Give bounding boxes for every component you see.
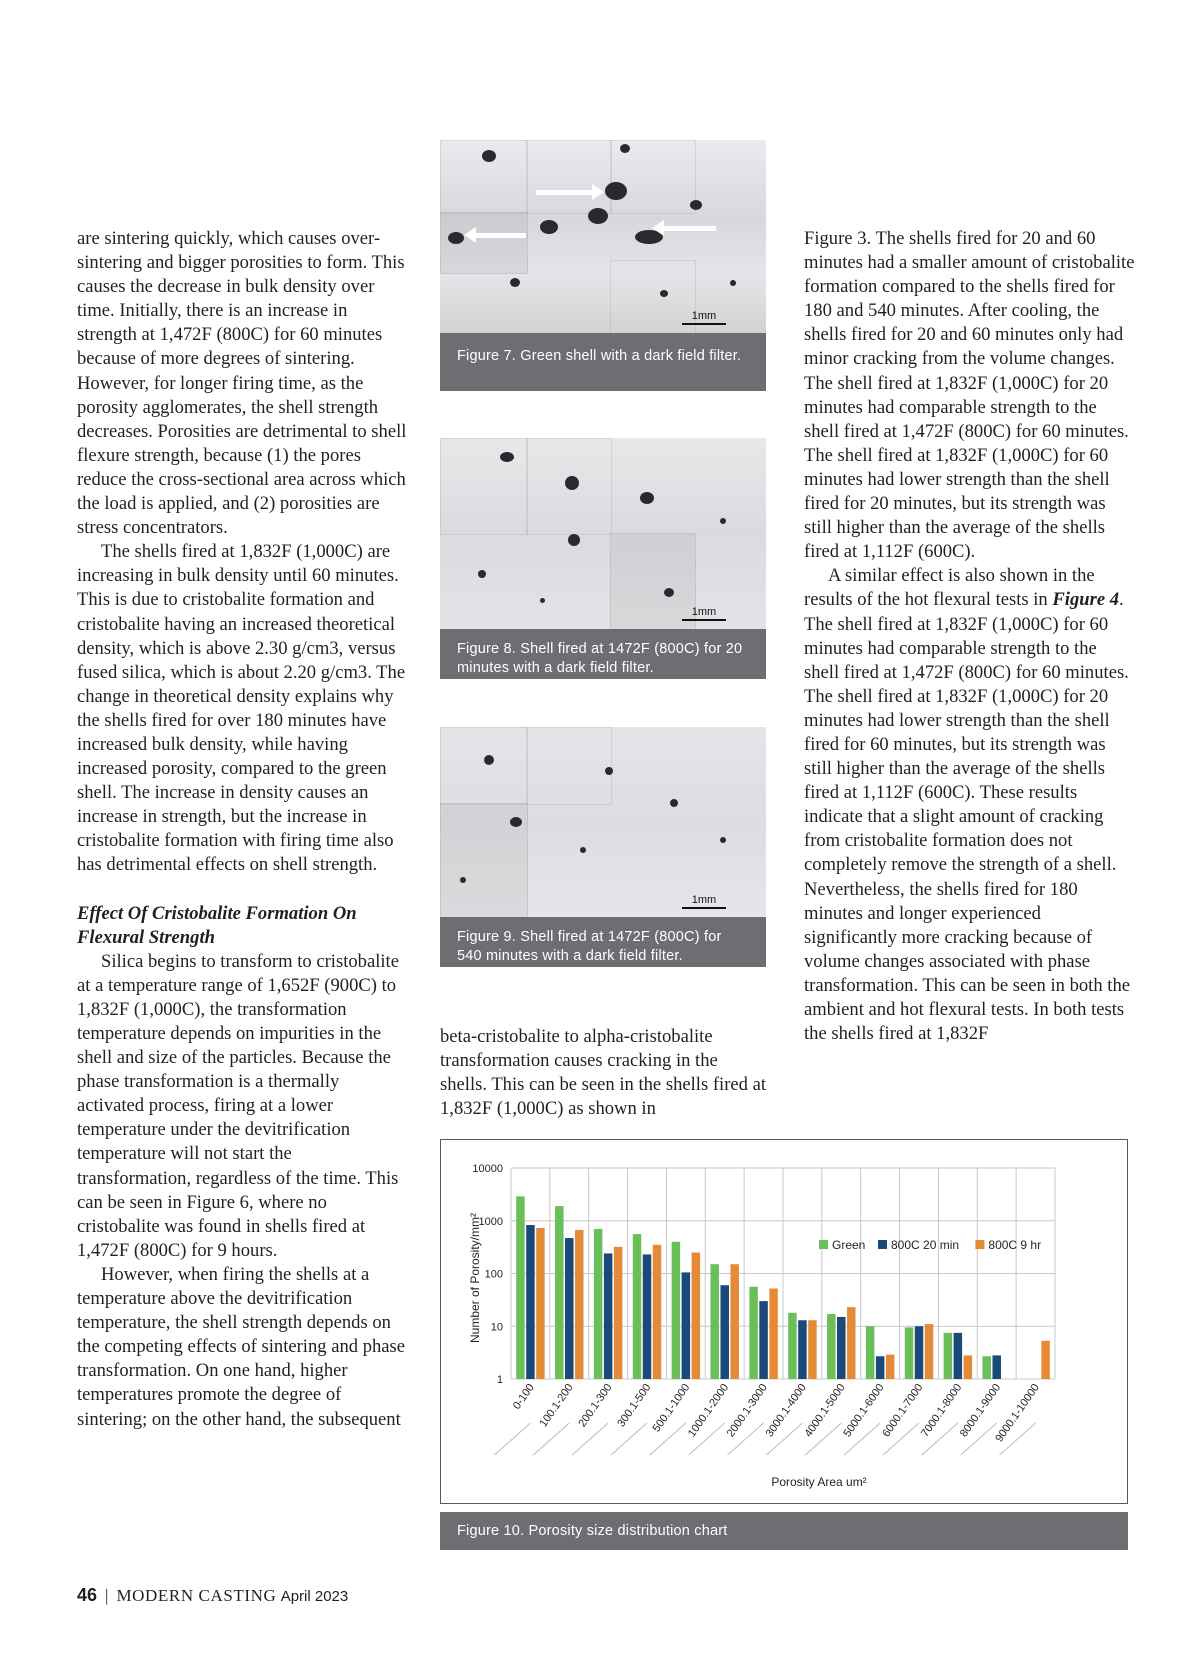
figure-reference: Figure 4: [1052, 589, 1120, 611]
pore: [605, 767, 613, 775]
legend-swatch: [819, 1240, 828, 1249]
image-tile: [526, 727, 612, 805]
pore: [500, 452, 514, 462]
x-axis-label: Porosity Area um²: [771, 1475, 867, 1489]
x-tick-leader: [611, 1423, 647, 1455]
bar-green: [633, 1234, 642, 1379]
x-tick-label: 7000.1-8000: [919, 1381, 965, 1440]
bar-800c-20-min: [798, 1320, 807, 1379]
pore: [664, 588, 674, 597]
pore: [540, 598, 545, 603]
pore: [605, 182, 627, 200]
bar-800c-20-min: [837, 1317, 846, 1379]
bar-800c-9-hr: [808, 1320, 817, 1379]
page-number: 46: [77, 1585, 98, 1605]
pore: [540, 220, 558, 234]
pore: [568, 534, 580, 546]
arrow-icon: [662, 226, 716, 231]
bar-800c-9-hr: [692, 1253, 701, 1379]
figure-8: [440, 438, 766, 679]
bar-800c-20-min: [565, 1238, 574, 1379]
bar-800c-20-min: [954, 1333, 963, 1379]
pore: [660, 290, 668, 297]
scale-label: 1mm: [691, 310, 717, 322]
bar-800c-20-min: [682, 1272, 691, 1379]
body-paragraph: The shells fired at 1,832F (1,000C) are increasing in bulk density until 60 minutes. This is due to cristobalite formation and cristobalite having an increased theoretical density, which is above 2.30 g/cm3, versus fused silica, which is about 2.20 g/cm3. The change in theoretical density explains why the shells fired for over 180 minutes have increased bulk density, while having increased porosity, compared to the green shell. The increase in density causes an increase in strength, but the increase in cristobalite formation with firing time also has detrimental effects on shell strength.: [77, 541, 406, 876]
x-tick-label: 5000.1-6000: [841, 1381, 887, 1440]
scale-label: 1mm: [691, 894, 717, 906]
figure-10-chart: [440, 1139, 1128, 1504]
porosity-chart-svg: [441, 1140, 1127, 1502]
bar-green: [866, 1326, 875, 1379]
bar-green: [982, 1356, 991, 1379]
legend-label: Green: [832, 1238, 866, 1252]
pore: [640, 492, 654, 504]
scale-label: 1mm: [691, 606, 717, 618]
bar-800c-9-hr: [575, 1230, 584, 1379]
bar-800c-9-hr: [769, 1288, 778, 1379]
bar-800c-9-hr: [886, 1355, 895, 1379]
chart-legend: [819, 1238, 1041, 1252]
bar-green: [710, 1264, 719, 1379]
pore: [460, 877, 466, 883]
bar-800c-20-min: [526, 1225, 535, 1379]
bar-green: [594, 1229, 603, 1379]
bar-800c-20-min: [759, 1301, 768, 1379]
pore: [478, 570, 486, 578]
section-heading: Effect Of Cristobalite Formation On Flexural Strength: [77, 902, 357, 948]
x-tick-label: 0-100: [510, 1381, 537, 1412]
bar-green: [516, 1196, 525, 1379]
bar-800c-9-hr: [653, 1245, 662, 1379]
page-footer: [77, 1585, 348, 1606]
figure-10-caption: Figure 10. Porosity size distribution chart: [440, 1512, 1128, 1550]
scale-bar: [682, 894, 726, 909]
pore: [720, 518, 726, 524]
bar-800c-20-min: [604, 1253, 613, 1379]
x-tick-label: 8000.1-9000: [957, 1381, 1004, 1440]
bar-800c-9-hr: [614, 1247, 623, 1379]
legend-swatch: [975, 1240, 984, 1249]
legend-label: 800C 20 min: [891, 1238, 960, 1252]
arrow-icon: [474, 233, 526, 238]
arrow-icon: [536, 190, 594, 195]
body-paragraph: However, when firing the shells at a temperature above the devitrification temperature, the shell strength depends on the competing effects of sintering and phase transformation. On one hand, higher temperatures promote the degree of sintering; on the other hand, the subsequent: [77, 1263, 406, 1430]
x-tick-label: 500.1-1000: [650, 1381, 693, 1435]
bar-green: [749, 1287, 758, 1379]
middle-column: [440, 1025, 768, 1121]
legend-label: 800C 9 hr: [988, 1238, 1042, 1252]
bar-green: [944, 1333, 953, 1379]
body-text: . The shell fired at 1,832F (1,000C) for 60 minutes had comparable strength to the shell fired at 1,472F (800C) for 60 minutes. The shell fired at 1,832F (1,000C) for 20 minutes had lower strength than the shell fired for 60 minutes, but its strength was still higher than the average of the shells fired at 1,112F (600C). These results indicate that a slight amount of cracking from cristobalite formation does not completely remove the strength of a shell. Nevertheless, the shells fired for 180 minutes and longer experienced significantly more cracking because of volume changes associated with phase transformation. This can be seen in both the ambient and hot flexural tests. In both tests the shells fired at 1,832F: [804, 589, 1130, 1045]
bar-green: [672, 1242, 681, 1379]
body-text: A similar effect is also shown in the results of the hot flexural tests in: [804, 565, 1095, 611]
left-column: [77, 227, 407, 1432]
footer-separator: |: [105, 1586, 109, 1605]
x-tick-leader: [494, 1423, 530, 1455]
bar-800c-20-min: [643, 1254, 652, 1379]
image-tile: [440, 727, 528, 805]
bar-green: [555, 1206, 564, 1379]
body-paragraph: [804, 564, 1136, 1046]
bar-800c-20-min: [720, 1285, 729, 1379]
bar-green: [827, 1314, 836, 1379]
body-paragraph: Figure 3. The shells fired for 20 and 60 minutes had a smaller amount of cristobalite formation compared to the shells fired for 180 and 540 minutes. After cooling, the shells fired for 20 and 60 minutes only had minor cracking from the volume changes. The shell fired at 1,832F (1,000C) for 20 minutes had comparable strength to the shell fired at 1,472F (800C) for 60 minutes. The shell fired at 1,832F (1,000C) for 60 minutes had lower strength than the shell fired for 20 minutes, but its strength was still higher than the average of the shells fired at 1,112F (600C).: [804, 228, 1135, 563]
pore: [565, 476, 579, 490]
pore: [484, 755, 494, 765]
y-tick-label: 10: [490, 1321, 503, 1334]
y-tick-label: 10000: [472, 1163, 503, 1175]
image-tile: [440, 438, 528, 535]
pore: [580, 847, 586, 853]
scale-bar: [682, 606, 726, 621]
x-tick-leader: [572, 1423, 608, 1455]
scale-bar: [682, 310, 726, 325]
magazine-name: MODERN CASTING: [116, 1586, 277, 1605]
x-tick-label: 100.1-200: [537, 1381, 576, 1430]
y-tick-label: 1000: [478, 1215, 503, 1228]
figure-8-micrograph: [440, 438, 766, 629]
body-paragraph: are sintering quickly, which causes over-sintering and bigger porosities to form. This causes the decrease in bulk density over time. Initially, there is an increase in strength at 1,472F (800C) for 60 minutes because of more degrees of sintering. However, for longer firing time, as the porosity agglomerates, the shell strength decreases. Porosities are detrimental to shell flexure strength, because (1) the pores reduce the cross-sectional area across which the load is applied, and (2) porosities are stress concentrators.: [77, 228, 407, 539]
pore: [510, 817, 522, 827]
pore: [690, 200, 702, 210]
right-column: [804, 227, 1136, 1046]
x-tick-label: 2000.1-3000: [724, 1381, 771, 1440]
x-tick-label: 9000.1-10000: [993, 1381, 1043, 1445]
x-tick-label: 1000.1-2000: [685, 1381, 732, 1440]
figure-7-caption: Figure 7. Green shell with a dark field filter.: [440, 333, 766, 391]
body-paragraph: beta-cristobalite to alpha-cristobalite transformation causes cracking in the shells. This can be seen in the shells fired at 1,832F (1,000C) as shown in: [440, 1026, 766, 1120]
figure-7-micrograph: [440, 140, 766, 333]
x-tick-label: 6000.1-7000: [880, 1381, 926, 1440]
bar-800c-20-min: [992, 1355, 1001, 1379]
pore: [730, 280, 736, 286]
image-tile: [526, 140, 612, 214]
y-axis-label: Number of Porosity/mm²: [468, 1212, 482, 1344]
pore: [448, 232, 464, 244]
bar-green: [905, 1327, 914, 1379]
bar-800c-20-min: [876, 1356, 885, 1379]
bar-800c-9-hr: [925, 1324, 934, 1379]
y-tick-label: 100: [484, 1268, 503, 1281]
issue-date: April 2023: [280, 1588, 349, 1605]
pore: [620, 144, 630, 153]
figure-7: [440, 140, 766, 391]
figure-9-micrograph: [440, 727, 766, 917]
x-tick-label: 300.1-500: [615, 1381, 654, 1430]
x-tick-leader: [533, 1423, 569, 1455]
pore: [720, 837, 726, 843]
bar-800c-9-hr: [1041, 1341, 1050, 1379]
pore: [482, 150, 496, 162]
x-tick-label: 200.1-300: [576, 1381, 615, 1430]
body-paragraph: Silica begins to transform to cristobalite at a temperature range of 1,652F (900C) to 1,832F (1,000C), the transformation temperature depends on impurities in the shell and size of the particles. Because the phase transformation is a thermally activated process, firing at a lower temperature under the devitrification temperature will not start the transformation, regardless of the time. This can be seen in Figure 6, where no cristobalite was found in shells fired at 1,472F (800C) for 9 hours.: [77, 950, 399, 1261]
bar-800c-9-hr: [536, 1228, 545, 1379]
x-tick-label: 3000.1-4000: [763, 1381, 809, 1440]
figure-9-caption: Figure 9. Shell fired at 1472F (800C) for 540 minutes with a dark field filter.: [440, 917, 766, 967]
figure-9: [440, 727, 766, 967]
bar-800c-9-hr: [964, 1355, 973, 1379]
x-tick-label: 4000.1-5000: [802, 1381, 848, 1440]
figure-8-caption: Figure 8. Shell fired at 1472F (800C) for 20 minutes with a dark field filter.: [440, 629, 766, 679]
y-tick-label: 1: [496, 1374, 503, 1386]
bar-800c-20-min: [915, 1326, 924, 1379]
bar-800c-9-hr: [847, 1307, 856, 1379]
pore: [670, 799, 678, 807]
bar-green: [788, 1313, 797, 1379]
bar-800c-9-hr: [730, 1264, 739, 1379]
pore: [510, 278, 520, 287]
pore: [588, 208, 608, 224]
legend-swatch: [878, 1240, 887, 1249]
